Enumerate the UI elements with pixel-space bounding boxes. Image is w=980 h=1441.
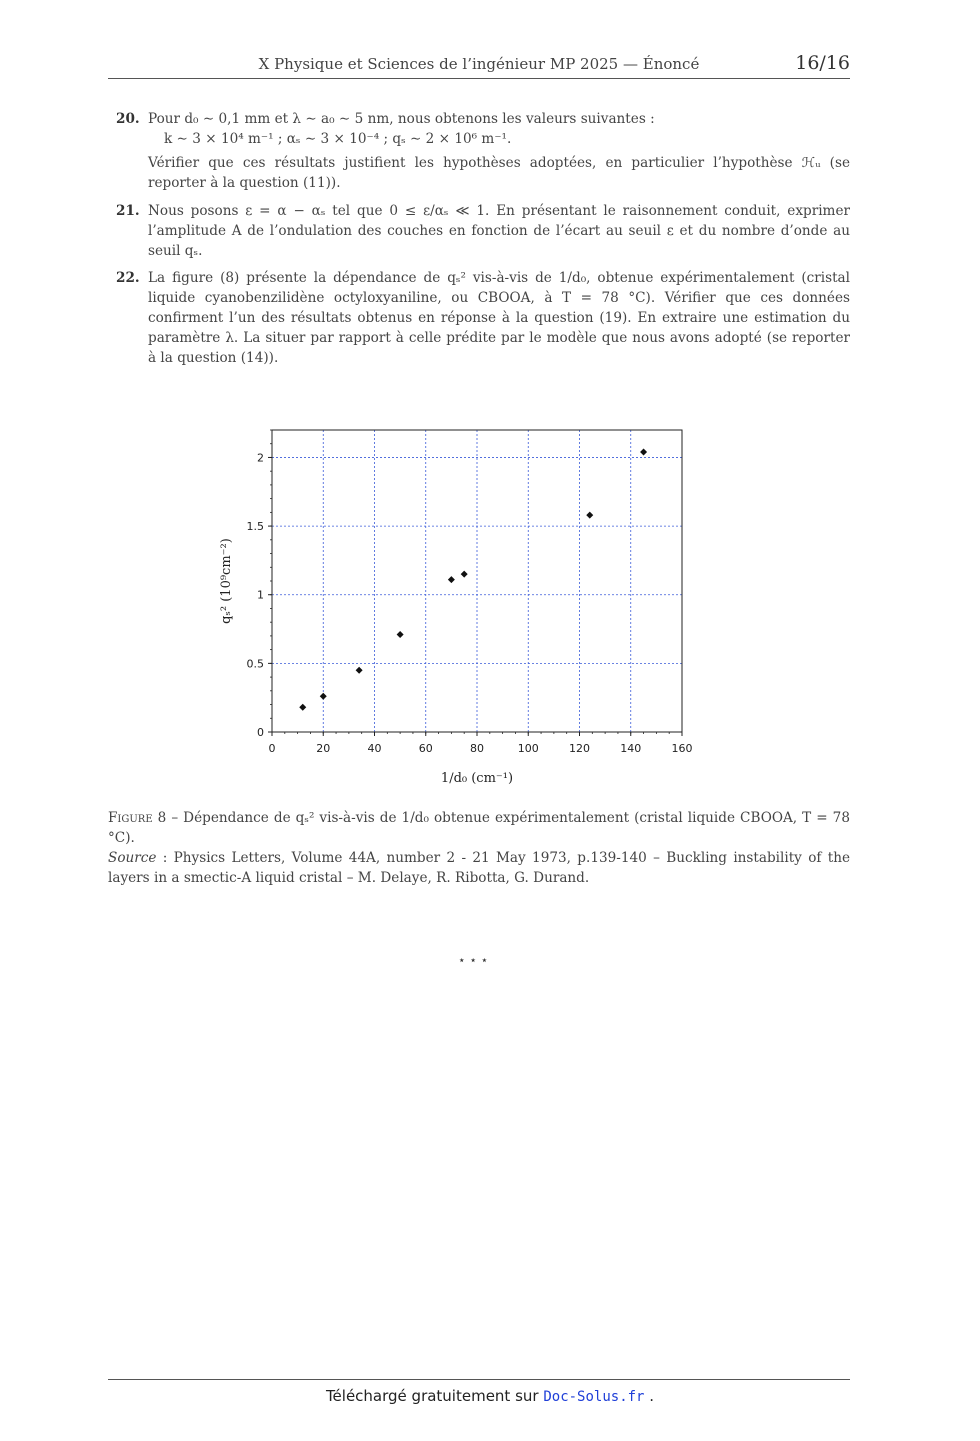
data-point — [640, 448, 647, 455]
page-number: 16/16 — [795, 52, 850, 74]
question-21 — [108, 201, 850, 261]
figure-caption-text: – Dépendance de qₛ² vis-à-vis de 1/d₀ obtenue expérimentalement (cristal liquide CBOOA, T = 78 °C). — [108, 810, 850, 846]
chart-points — [299, 448, 647, 710]
x-tick-label: 40 — [367, 742, 382, 755]
data-point — [356, 667, 363, 674]
question-text: Nous posons ε = α − αₛ tel que 0 ≤ ε/αₛ ≪ 1. En présentant le raisonnement conduit, exprimer l’amplitude A de l’ondulation des couches en fonction de l’écart au seuil ε et du nombre d’onde au seuil qₛ. — [148, 203, 850, 259]
data-point — [299, 704, 306, 711]
y-tick-label: 0 — [257, 726, 264, 739]
data-point — [320, 693, 327, 700]
question-values: k ∼ 3 × 10⁴ m⁻¹ ; αₛ ∼ 3 × 10⁻⁴ ; qₛ ∼ 2 × 10⁶ m⁻¹. — [164, 131, 512, 147]
footer-suffix: . — [644, 1387, 655, 1405]
y-tick-label: 1 — [257, 588, 264, 602]
footer-link[interactable]: Doc-Solus.fr — [543, 1389, 645, 1405]
y-tick-label: 1.5 — [246, 520, 264, 534]
data-point — [397, 631, 404, 638]
x-tick-label: 100 — [517, 742, 539, 755]
question-text: La figure (8) présente la dépendance de qₛ² vis-à-vis de 1/d₀, obtenue expérimentalement (cristal liquide cyanobenzilidène octyloxyaniline, ou CBOOA, à T = 78 °C). Vérifier que ces données confirment l’un des résultats obtenus en réponse à la question (19). En extraire une estimation du paramètre λ. La situer par rapport à celle prédite par le modèle que nous avons adopté (se reporter à la question (14)). — [148, 270, 850, 366]
x-tick-label: 0 — [268, 742, 276, 755]
ornament-stars: ⋆ ⋆ ⋆ — [458, 953, 489, 967]
question-22 — [108, 268, 850, 368]
x-tick-label: 160 — [671, 742, 693, 755]
question-20 — [108, 109, 850, 193]
x-tick-label: 120 — [569, 742, 590, 755]
question-number: 20. — [116, 111, 140, 127]
data-point — [586, 512, 593, 519]
data-point — [461, 571, 468, 578]
page-footer — [0, 1387, 980, 1405]
chart-ticks — [247, 430, 693, 755]
x-axis-label: 1/d₀ (cm⁻¹) — [440, 771, 514, 786]
question-number: 21. — [116, 203, 140, 219]
header-title: X Physique et Sciences de l’ingénieur MP 2025 — Énoncé — [258, 55, 700, 73]
chart-grid — [272, 430, 682, 732]
question-text: Pour d₀ ∼ 0,1 mm et λ ∼ a₀ ∼ 5 nm, nous obtenons les valeurs suivantes : — [148, 111, 655, 127]
source-text: : Physics Letters, Volume 44A, number 2 - 21 May 1973, p.139-140 – Buckling instability of the layers in a smectic-A liquid cristal – M. Delaye, R. Ribotta, G. Durand. — [108, 850, 850, 886]
figure-label: Figure 8 — [108, 810, 167, 826]
data-point — [448, 576, 455, 583]
x-tick-label: 60 — [418, 742, 433, 755]
figure-caption — [108, 808, 850, 888]
x-tick-label: 20 — [316, 742, 331, 755]
footer-prefix: Téléchargé gratuitement sur — [325, 1387, 544, 1405]
x-tick-label: 140 — [620, 742, 642, 755]
y-tick-label: 0.5 — [246, 657, 264, 671]
question-text: Vérifier que ces résultats justifient les hypothèses adoptées, en particulier l’hypothèse ℋᵤ (se reporter à la question (11)). — [148, 155, 850, 191]
source-label: Source — [108, 850, 157, 866]
page-header — [108, 52, 850, 79]
footer-rule — [108, 1379, 850, 1380]
y-axis-label: qₛ² (10⁹cm⁻²) — [219, 538, 234, 624]
question-number: 22. — [116, 270, 140, 286]
scatter-chart — [200, 415, 720, 795]
x-tick-label: 80 — [470, 742, 484, 755]
y-tick-label: 2 — [257, 451, 264, 465]
